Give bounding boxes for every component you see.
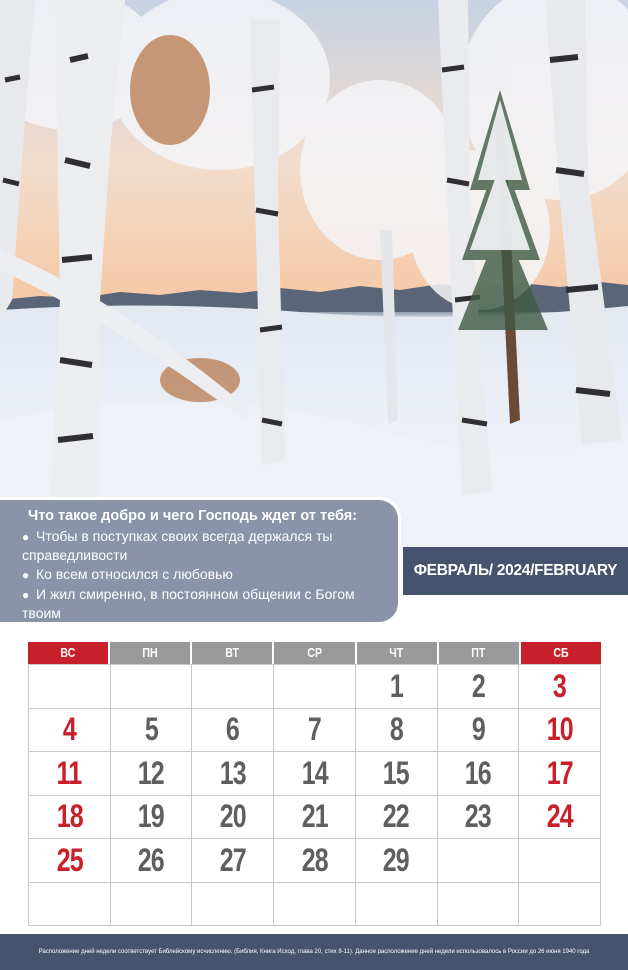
weekday-friday <box>439 642 519 664</box>
day-number: 28 <box>301 841 328 878</box>
day-cell <box>519 796 601 840</box>
day-number: 9 <box>471 711 485 748</box>
day-number: 26 <box>137 841 165 878</box>
day-cell <box>519 665 601 709</box>
day-cell <box>111 752 193 796</box>
weekday-tuesday <box>192 642 272 664</box>
day-cell <box>519 752 601 796</box>
day-cell <box>111 883 193 927</box>
day-cell <box>29 796 111 840</box>
day-cell <box>274 796 356 840</box>
quote-bullet-text: Ко всем относился с любовью <box>36 566 233 582</box>
day-cell <box>192 883 274 927</box>
day-cell <box>274 839 356 883</box>
day-number: 7 <box>307 711 322 748</box>
day-cell <box>356 883 438 927</box>
weekday-header-row <box>28 642 601 664</box>
day-number: 5 <box>144 711 158 748</box>
day-cell <box>192 665 274 709</box>
day-cell <box>356 796 438 840</box>
day-cell <box>274 752 356 796</box>
day-cell <box>438 665 520 709</box>
day-cell <box>356 709 438 753</box>
month-banner: ФЕВРАЛЬ/ 2024/FEBRUARY <box>403 547 628 595</box>
day-number: 21 <box>301 798 328 835</box>
day-cell <box>274 883 356 927</box>
day-number: 23 <box>464 798 492 835</box>
day-number: 11 <box>56 754 82 791</box>
day-number: 18 <box>56 798 83 835</box>
day-cell <box>438 752 520 796</box>
weekday-label: ПТ <box>471 646 486 660</box>
day-number: 4 <box>62 711 76 748</box>
day-cell <box>29 839 111 883</box>
day-cell <box>356 665 438 709</box>
quote-source: (Библия, Книга пророка Михея, глава 6) <box>118 627 294 638</box>
weekday-label: ВС <box>60 646 76 660</box>
day-cell <box>519 709 601 753</box>
day-cell <box>438 709 520 753</box>
day-number: 14 <box>301 754 328 791</box>
bullet-icon: ● <box>22 530 30 544</box>
day-cell <box>356 839 438 883</box>
day-cell <box>29 883 111 927</box>
day-cell <box>438 796 520 840</box>
day-number: 29 <box>383 841 410 878</box>
day-cell <box>438 839 520 883</box>
day-number: 25 <box>56 841 83 878</box>
day-cell <box>519 883 601 927</box>
day-number: 3 <box>553 667 567 704</box>
day-cell <box>111 665 193 709</box>
day-number: 19 <box>137 798 165 835</box>
day-cell <box>356 752 438 796</box>
weekday-label: ВТ <box>225 646 240 660</box>
day-number: 13 <box>219 754 246 791</box>
day-number: 16 <box>464 754 492 791</box>
day-cell <box>192 752 274 796</box>
day-cell <box>111 709 193 753</box>
day-number: 6 <box>226 711 240 748</box>
day-cell <box>519 839 601 883</box>
day-number: 1 <box>389 667 403 704</box>
quote-bullet <box>22 527 390 564</box>
calendar-grid <box>28 642 601 926</box>
quote-bullet <box>22 565 390 584</box>
day-number: 17 <box>546 754 573 791</box>
weekday-sunday <box>28 642 108 664</box>
days-grid <box>28 664 601 926</box>
day-number: 12 <box>137 754 165 791</box>
bullet-icon: ● <box>22 588 30 602</box>
weekday-label: ЧТ <box>389 646 404 660</box>
weekday-label: СБ <box>553 646 569 660</box>
day-number: 8 <box>389 711 403 748</box>
day-number: 15 <box>383 754 410 791</box>
quote-title: Что такое добро и чего Господь ждет от тебя: <box>28 508 358 524</box>
day-cell <box>438 883 520 927</box>
day-number: 22 <box>383 798 410 835</box>
quote-bullet-text: Чтобы в поступках своих всегда держался ты <box>36 528 333 544</box>
weekday-saturday <box>521 642 601 664</box>
day-cell <box>29 752 111 796</box>
weekday-wednesday <box>274 642 354 664</box>
bullet-icon: ● <box>22 568 30 582</box>
day-number: 10 <box>546 711 573 748</box>
quote-bullet-text: И жил смиренно, в постоянном общении с Богом твоим <box>22 586 355 621</box>
weekday-label: ПН <box>142 646 158 660</box>
day-cell <box>111 796 193 840</box>
day-cell <box>192 839 274 883</box>
day-number: 2 <box>471 667 485 704</box>
day-number: 27 <box>219 841 246 878</box>
weekday-thursday <box>357 642 437 664</box>
weekday-label: СР <box>307 646 322 660</box>
day-number: 20 <box>219 798 246 835</box>
day-cell <box>274 709 356 753</box>
bible-quote-box <box>0 497 401 638</box>
day-cell <box>111 839 193 883</box>
quote-bullet <box>22 585 390 622</box>
day-cell <box>192 796 274 840</box>
day-cell <box>29 665 111 709</box>
day-number: 24 <box>546 798 573 835</box>
quote-bullet-text-continued: справедливости <box>22 547 128 563</box>
weekday-monday <box>110 642 190 664</box>
day-cell <box>274 665 356 709</box>
footer-note: Расположение дней недели соответствует Библейскому исчислению. (Библия, Книга Исход, глава 20, стих 8-11). Данное расположение дней недели использовалось в России до 26 июня 1940 года <box>0 934 628 970</box>
day-cell <box>29 709 111 753</box>
day-cell <box>192 709 274 753</box>
